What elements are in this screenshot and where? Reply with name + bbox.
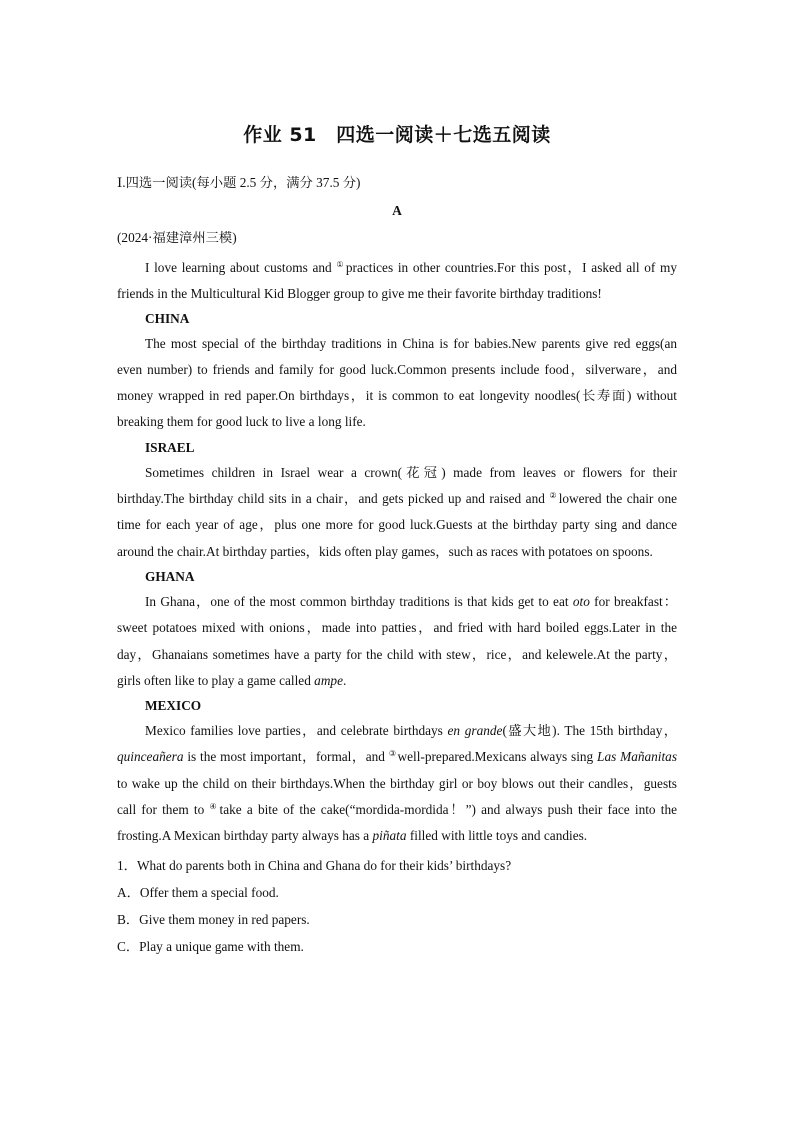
passage-source: (2024·福建漳州三模) bbox=[117, 230, 237, 245]
china-paragraph: The most special of the birthday traditions in China is for babies.New parents give red eggs(an even number) to friends and family for good luck.Common presents include food，silverware，and money wrapped in red paper.On birthdays，it is common to eat longevity noodles(长寿面) without breaking them for good luck to live a long life. bbox=[117, 335, 677, 430]
ghana-italic-oto: oto bbox=[572, 593, 590, 609]
mexico-italic-pinata: piñata bbox=[372, 828, 407, 844]
mexico-text-5: to wake up the child on their birthdays.When the birthday girl or boy blows out their candles，guests call for them to bbox=[117, 775, 677, 818]
mexico-italic-en-grande: en grande bbox=[447, 723, 503, 739]
intro-paragraph bbox=[117, 255, 677, 308]
ghana-text-1: In Ghana，one of the most common birthday traditions is that kids get to eat bbox=[145, 593, 573, 609]
heading-ghana: GHANA bbox=[145, 568, 195, 584]
annotation-mark-4: ④ bbox=[209, 801, 219, 811]
annotation-mark-2: ② bbox=[549, 490, 558, 500]
mexico-text-7: filled with little toys and candies. bbox=[406, 828, 588, 844]
heading-china: CHINA bbox=[145, 310, 190, 326]
passage-body bbox=[117, 255, 677, 960]
question-1-option-b[interactable]: B．Give them money in red papers. bbox=[117, 911, 310, 927]
mexico-text-4: well-prepared.Mexicans always sing bbox=[397, 749, 598, 765]
mexico-text-3: is the most important，formal，and bbox=[183, 749, 389, 765]
question-block bbox=[117, 852, 677, 960]
mexico-text-1: Mexico families love parties，and celebrate birthdays bbox=[145, 723, 448, 739]
mexico-text-2: (盛大地). The 15th birthday， bbox=[502, 723, 677, 739]
passage-letter: A bbox=[392, 203, 402, 218]
annotation-mark-1: ① bbox=[336, 259, 345, 269]
question-1-stem: 1．What do parents both in China and Ghana do for their kids’ birthdays? bbox=[117, 857, 512, 873]
page-title: 作业 51 四选一阅读＋七选五阅读 bbox=[243, 124, 551, 146]
intro-text-1: I love learning about customs and bbox=[145, 260, 337, 275]
mexico-paragraph bbox=[117, 718, 677, 849]
israel-paragraph bbox=[117, 460, 677, 565]
heading-israel: ISRAEL bbox=[145, 439, 195, 455]
question-1-option-c[interactable]: C．Play a unique game with them. bbox=[117, 938, 304, 954]
israel-text-1: Sometimes children in Israel wear a crown(花冠) made from leaves or flowers for their birthday.The birthday child sits in a chair，and gets picked up and raised and bbox=[117, 464, 677, 507]
section-heading: Ⅰ.四选一阅读(每小题 2.5 分，满分 37.5 分) bbox=[117, 175, 361, 190]
heading-mexico: MEXICO bbox=[145, 698, 202, 714]
mexico-italic-quinceanera: quinceañera bbox=[117, 749, 184, 765]
intro-text-2: practices in other countries.For this post，I asked all of my friends in the Multicultural Kid Blogger group to give me their favorite birthday traditions! bbox=[117, 260, 677, 302]
ghana-text-2: for breakfast：sweet potatoes mixed with onions，made into patties，and fried with hard boiled eggs.Later in the day，Ghanaians sometimes have a party for the child with stew，rice，and kelewele.At the party，girls often like to play a game called bbox=[117, 593, 677, 688]
mexico-italic-las-mananitas: Las Mañanitas bbox=[597, 749, 678, 765]
mexico-text-6: take a bite of the cake(“mordida-mordida！”) and always push their face into the frosting.A Mexican birthday party always has a bbox=[117, 802, 678, 844]
annotation-mark-3: ③ bbox=[388, 749, 397, 759]
ghana-italic-ampe: ampe bbox=[314, 672, 343, 688]
israel-text-2: lowered the chair one time for each year of age，plus one more for good luck.Guests at the birthday party sing and dance around the chair.At birthday parties，kids often play games，such as races with potatoes on spoons. bbox=[117, 491, 678, 559]
question-1-option-a[interactable]: A．Offer them a special food. bbox=[117, 884, 279, 900]
ghana-text-3: . bbox=[342, 672, 347, 688]
ghana-paragraph bbox=[117, 589, 677, 694]
